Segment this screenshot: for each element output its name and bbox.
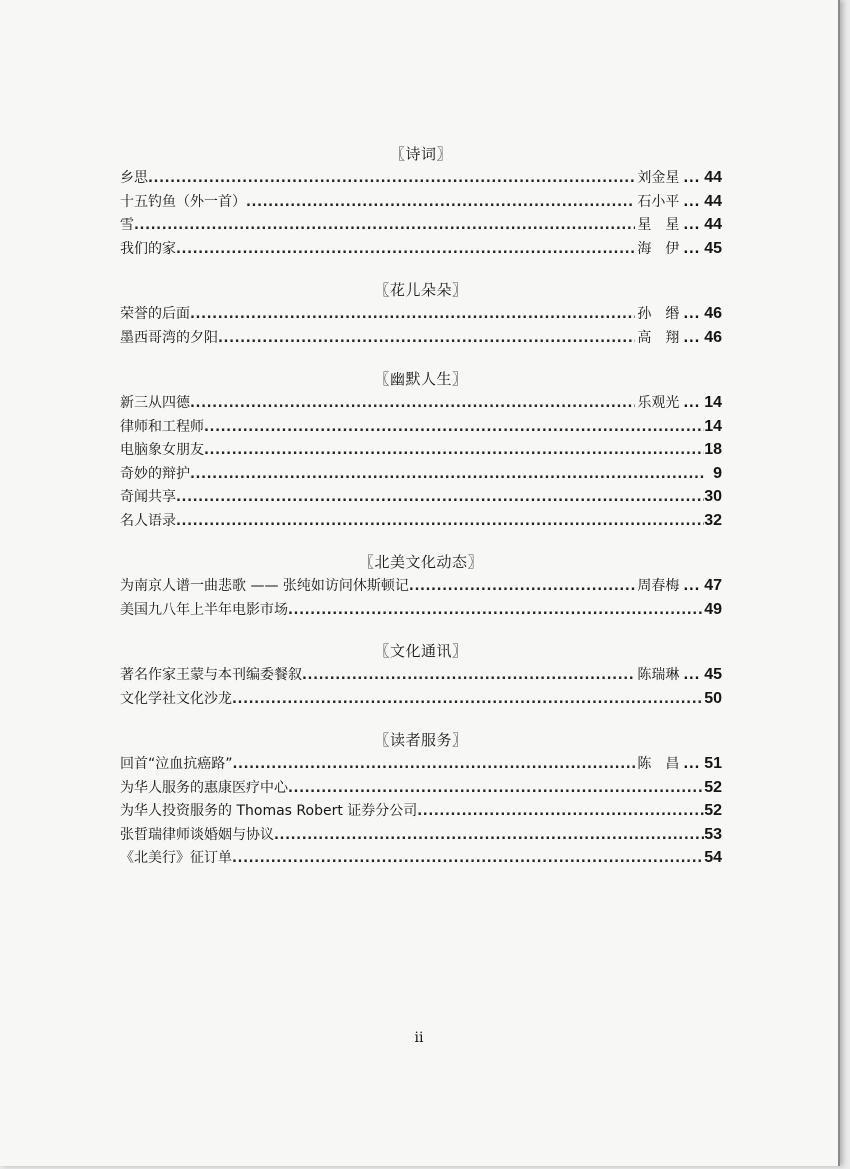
toc-entry — [120, 462, 722, 486]
entry-page-number: 45 — [704, 239, 722, 257]
dot-leader-short: ... — [683, 171, 700, 186]
entry-title: 墨西哥湾的夕阳 — [120, 329, 218, 346]
entry-title: 张晢瑞律师谈婚姻与协议 — [120, 826, 274, 843]
entry-title: 奇妙的辩护 — [120, 465, 190, 482]
toc-entry — [120, 663, 722, 687]
toc-entry — [120, 846, 722, 870]
toc-entry — [120, 799, 722, 823]
toc-entry — [120, 237, 722, 261]
dot-leader-short: ... — [683, 218, 700, 233]
entry-title: 回首“泣血抗癌路” — [120, 756, 233, 772]
entry-page-number: 52 — [704, 802, 722, 819]
entry-page-number: 51 — [704, 755, 722, 772]
dot-leader — [204, 439, 704, 462]
entry-page-number: 46 — [704, 328, 722, 346]
entry-title: 十五钓鱼（外一首） — [120, 193, 246, 210]
dot-leader — [288, 777, 704, 800]
dot-leader — [204, 416, 704, 439]
toc-entry — [120, 509, 722, 533]
section-title: 〖幽默人生〗 — [374, 370, 468, 388]
entry-author: 孙 缗 — [637, 306, 680, 322]
entry-title: 奇闻共享 — [120, 489, 176, 505]
toc-entry — [120, 166, 722, 190]
entry-title: 为南京人谱一曲悲歌 —— 张纯如访问休斯顿记 — [120, 578, 409, 594]
dot-leader-short: ... — [683, 241, 700, 257]
dot-leader-short: ... — [683, 307, 700, 322]
section-title: 〖文化通讯〗 — [374, 642, 468, 660]
entry-page-number: 14 — [704, 394, 722, 411]
entry-page-number: 50 — [704, 689, 722, 707]
entry-title: 为华人投资服务的 Thomas Robert 证券分公司 — [120, 803, 418, 819]
entry-page-number: 44 — [704, 192, 722, 210]
entry-title: 为华人服务的惠康医疗中心 — [120, 779, 288, 796]
toc-section — [120, 639, 722, 710]
page-number-footer: ii — [414, 1030, 424, 1046]
dot-leader-short: ... — [683, 396, 700, 411]
dot-leader — [148, 167, 635, 190]
dot-leader — [176, 238, 635, 261]
entry-author: 海 伊 — [637, 240, 680, 257]
dot-leader — [232, 688, 704, 711]
dot-leader-short: ... — [683, 330, 700, 346]
toc-entry — [120, 823, 722, 847]
dot-leader — [274, 824, 704, 847]
toc-entry — [120, 190, 722, 214]
dot-leader — [246, 191, 635, 214]
entry-title: 乡思 — [120, 170, 148, 186]
entry-title: 荣誉的后面 — [120, 306, 190, 322]
entry-title: 文化学社文化沙龙 — [120, 690, 232, 707]
toc-entry — [120, 598, 722, 622]
entry-page-number: 46 — [704, 305, 722, 322]
toc-entry — [120, 574, 722, 598]
entry-author: 石小平 — [637, 193, 680, 210]
dot-leader-short: ... — [683, 757, 700, 772]
dot-leader-short: ... — [683, 668, 700, 683]
entry-page-number: 44 — [704, 169, 722, 186]
toc-entry — [120, 326, 722, 350]
toc-section — [120, 142, 722, 260]
toc-entry — [120, 415, 722, 439]
entry-page-number: 47 — [704, 577, 722, 594]
dot-leader — [190, 463, 704, 486]
toc-section — [120, 550, 722, 621]
entry-author: 陈 昌 — [637, 756, 680, 772]
entry-page-number: 49 — [704, 600, 722, 618]
toc-entry — [120, 752, 722, 776]
toc-entry — [120, 302, 722, 326]
entry-title: 美国九八年上半年电影市场 — [120, 601, 288, 618]
dot-leader — [190, 303, 635, 326]
section-title: 〖北美文化动态〗 — [358, 553, 483, 571]
entry-page-number: 32 — [704, 511, 722, 529]
toc-section — [120, 278, 722, 349]
dot-leader — [176, 510, 704, 533]
entry-page-number: 9 — [713, 464, 722, 482]
toc-entry — [120, 438, 722, 462]
dot-leader — [176, 486, 704, 509]
dot-leader — [218, 327, 635, 350]
entry-author: 高 翔 — [637, 329, 680, 346]
entry-title: 我们的家 — [120, 240, 176, 257]
toc-entry — [120, 213, 722, 237]
entry-title: 律师和工程师 — [120, 418, 204, 435]
entry-author: 周春梅 — [637, 578, 680, 594]
entry-page-number: 18 — [704, 441, 722, 458]
entry-title: 电脑象女朋友 — [120, 442, 204, 458]
section-title: 〖花儿朵朵〗 — [374, 281, 468, 299]
dot-leader — [417, 800, 704, 823]
toc-section — [120, 728, 722, 870]
dot-leader — [302, 664, 635, 687]
entry-title: 《北美行》征订单 — [120, 850, 232, 866]
entry-page-number: 45 — [704, 666, 722, 683]
entry-title: 雪 — [120, 217, 134, 233]
dot-leader — [233, 753, 636, 776]
toc-entry — [120, 687, 722, 711]
toc-entry — [120, 485, 722, 509]
entry-page-number: 44 — [704, 216, 722, 233]
dot-leader — [232, 847, 704, 870]
toc-entry — [120, 776, 722, 800]
toc-section — [120, 367, 722, 532]
entry-author: 乐观光 — [637, 395, 680, 411]
dot-leader — [190, 392, 635, 415]
entry-page-number: 53 — [704, 825, 722, 843]
entry-author: 刘金星 — [637, 170, 680, 186]
entry-page-number: 52 — [704, 778, 722, 796]
entry-page-number: 54 — [704, 849, 722, 866]
table-of-contents — [120, 142, 722, 888]
entry-page-number: 14 — [704, 417, 722, 435]
entry-page-number: 30 — [704, 488, 722, 505]
dot-leader-short: ... — [683, 194, 700, 210]
dot-leader — [409, 575, 635, 598]
toc-entry — [120, 391, 722, 415]
dot-leader-short: ... — [683, 579, 700, 594]
entry-title: 著名作家王蒙与本刊编委餐叙 — [120, 667, 302, 683]
section-title: 〖诗词〗 — [389, 145, 452, 163]
entry-author: 陈瑞琳 — [637, 667, 680, 683]
entry-title: 名人语录 — [120, 512, 176, 529]
dot-leader — [288, 599, 704, 622]
entry-title: 新三从四德 — [120, 395, 190, 411]
entry-author: 星 星 — [637, 217, 680, 233]
dot-leader — [134, 214, 635, 237]
section-title: 〖读者服务〗 — [374, 731, 468, 749]
